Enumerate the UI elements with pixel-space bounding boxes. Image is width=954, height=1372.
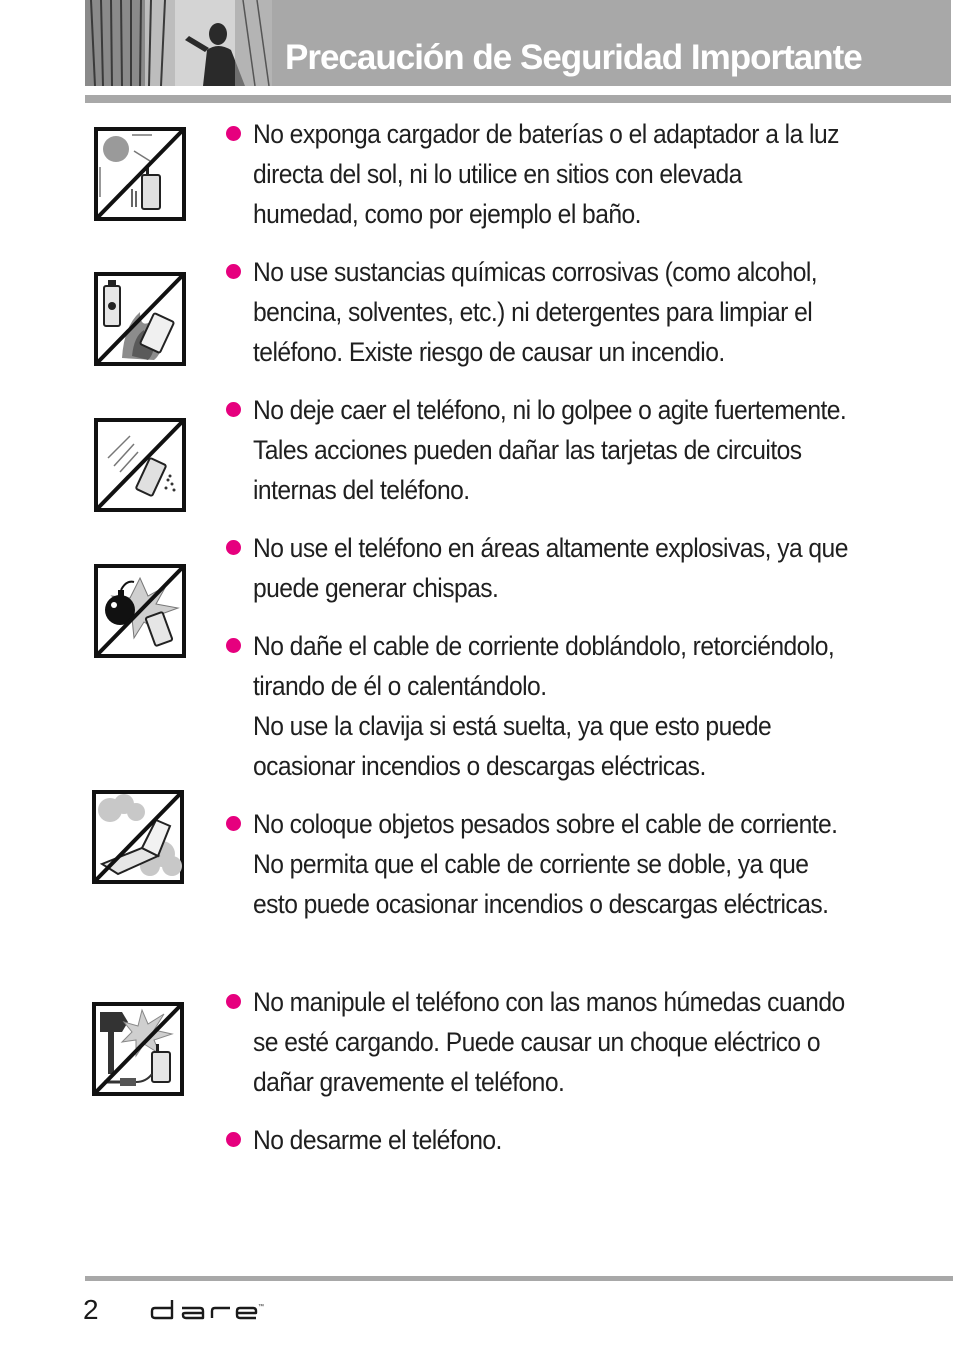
safety-item-6 — [253, 804, 848, 924]
svg-text:™: ™ — [258, 1304, 264, 1310]
bullet-marker — [226, 994, 241, 1009]
safety-item-1 — [253, 114, 848, 234]
bullet-marker — [226, 126, 241, 141]
header-photo-icon — [85, 0, 272, 86]
safety-item-text: No deje caer el teléfono, ni lo golpee o agite fuertemente. Tales acciones pueden dañar las tarjetas de circuitos internas del teléfono. — [253, 395, 847, 505]
safety-item-4 — [253, 528, 848, 608]
safety-item-7 — [253, 982, 848, 1102]
explosive-area-warning-icon — [94, 564, 186, 658]
header-divider — [85, 95, 951, 103]
safety-item-2 — [253, 252, 848, 372]
safety-item-text: No desarme el teléfono. — [253, 1125, 502, 1155]
wet-hands-shock-warning-icon — [92, 1002, 184, 1096]
safety-item-text: No use sustancias químicas corrosivas (como alcohol, bencina, solventes, etc.) ni detergentes para limpiar el teléfono. Existe riesgo de causar un incendio. — [253, 257, 818, 367]
safety-item-text-continued: No use la clavija si está suelta, ya que esto puede ocasionar incendios o descargas eléctricas. — [253, 711, 772, 781]
safety-item-text: No use el teléfono en áreas altamente explosivas, ya que puede generar chispas. — [253, 533, 848, 603]
footer-divider — [85, 1276, 953, 1281]
safety-item-text: No dañe el cable de corriente doblándolo, retorciéndolo, tirando de él o calentándolo. — [253, 631, 835, 701]
bullet-marker — [226, 1132, 241, 1147]
safety-item-8 — [253, 1120, 848, 1160]
safety-item-5 — [253, 626, 848, 786]
page-header — [85, 0, 951, 86]
bullet-marker — [226, 264, 241, 279]
safety-item-text: No coloque objetos pesados sobre el cable de corriente. No permita que el cable de corriente se doble, ya que esto puede ocasionar incendios o descargas eléctricas. — [253, 809, 838, 919]
safety-item-text: No manipule el teléfono con las manos húmedas cuando se esté cargando. Puede causar un choque eléctrico o dañar gravemente el teléfono. — [253, 987, 845, 1097]
dare-brand-logo — [150, 1298, 266, 1326]
bullet-marker — [226, 540, 241, 555]
safety-item-3 — [253, 390, 848, 510]
sun-heat-humidity-warning-icon — [94, 127, 186, 221]
page-title: Precaución de Seguridad Importante — [285, 38, 862, 77]
page-number: 2 — [83, 1294, 99, 1325]
bullet-marker — [226, 638, 241, 653]
chemical-fire-warning-icon — [94, 272, 186, 366]
safety-item-text: No exponga cargador de baterías o el adaptador a la luz directa del sol, ni lo utilice en sitios con elevada humedad, como por ejemplo el baño. — [253, 119, 839, 229]
bullet-marker — [226, 816, 241, 831]
drop-phone-warning-icon — [94, 418, 186, 512]
heavy-object-cable-warning-icon — [92, 790, 184, 884]
bullet-marker — [226, 402, 241, 417]
